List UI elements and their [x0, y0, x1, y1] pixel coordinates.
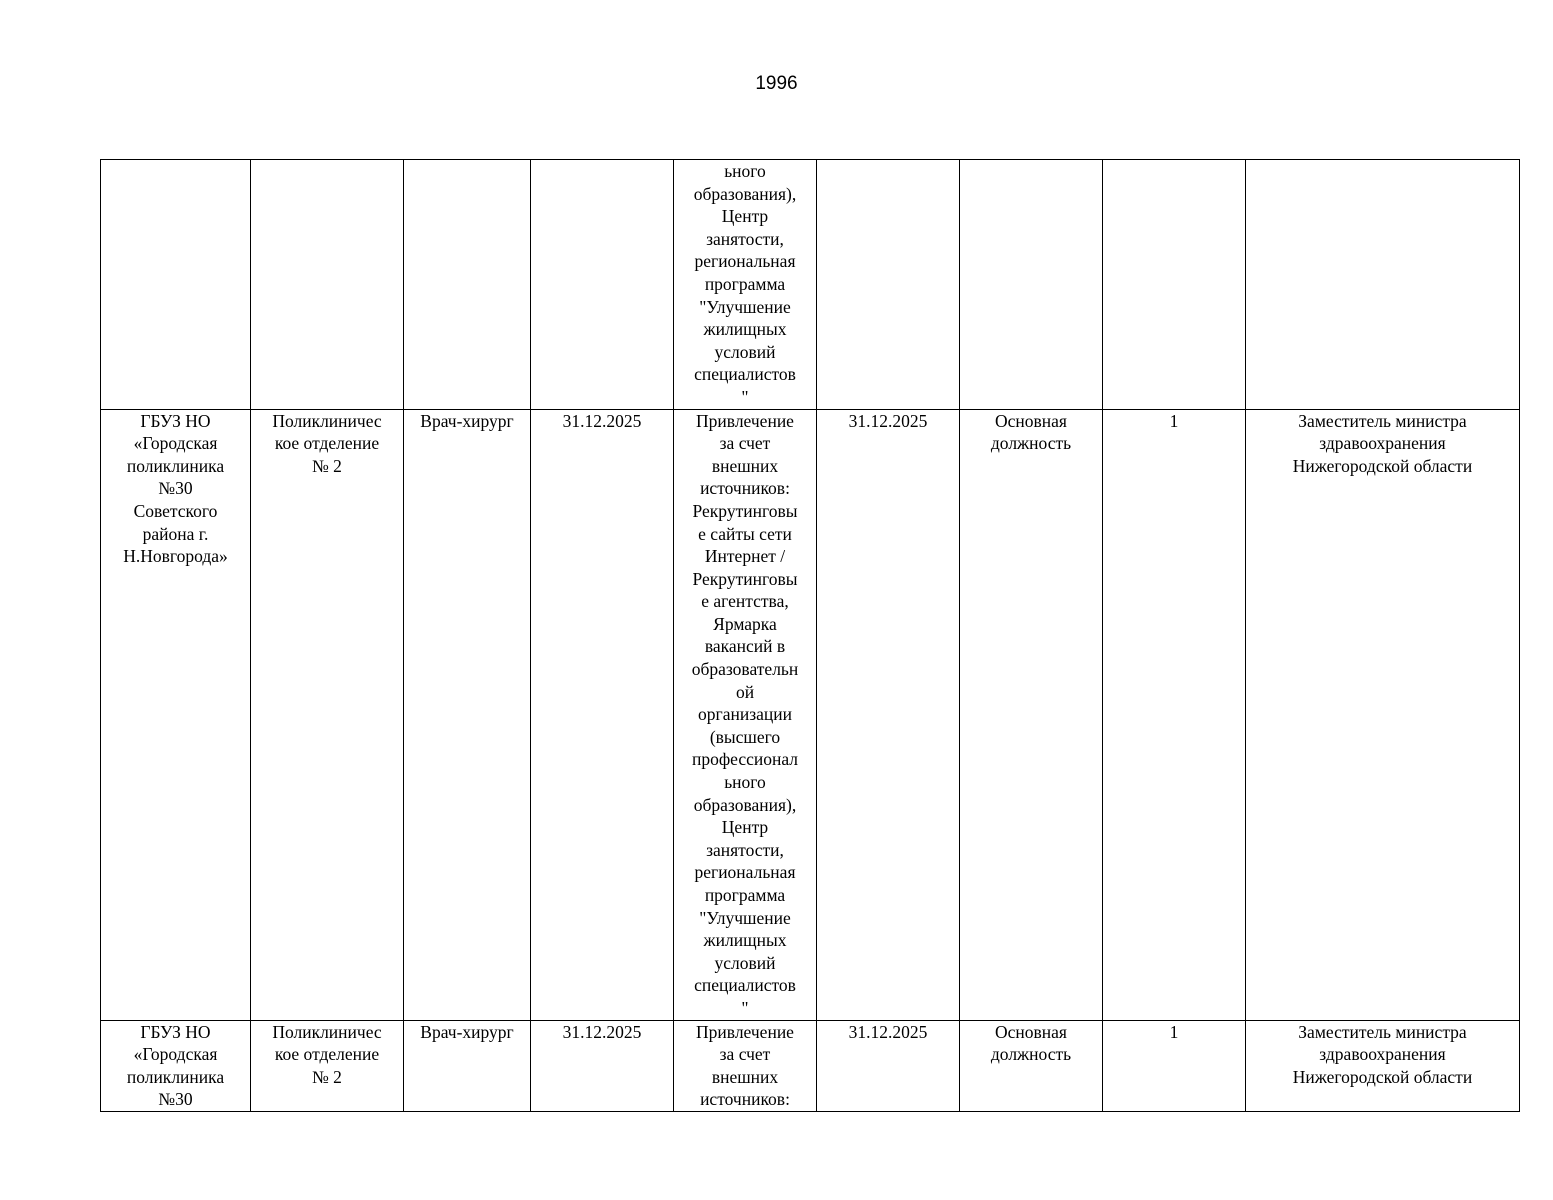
position-cell: [404, 1020, 531, 1111]
text-line: за счет: [719, 433, 771, 454]
text-line: ": [741, 997, 749, 1018]
text-line: Ярмарка: [713, 613, 777, 634]
date-cell: [531, 409, 674, 1020]
responsible-cell: [1246, 409, 1520, 1020]
date-cell: [531, 1020, 674, 1111]
date-cell: [531, 160, 674, 410]
position-type-cell: [960, 409, 1103, 1020]
page-number: 1996: [755, 73, 798, 94]
text-line: за счет: [719, 1044, 771, 1065]
department-cell: [251, 160, 404, 410]
date-cell: [817, 1020, 960, 1111]
department-cell: [251, 1020, 404, 1111]
text-line: Интернет /: [704, 546, 786, 567]
text-line: Рекрутинговы: [692, 568, 798, 589]
table-row: [101, 409, 1520, 1020]
text-line: 31.12.2025: [848, 1021, 928, 1042]
org-cell: [101, 1020, 251, 1111]
text-line: Центр: [721, 206, 769, 227]
text-line: должность: [990, 433, 1072, 454]
text-line: источников:: [700, 1089, 790, 1110]
text-line: Врач-хирург: [420, 410, 514, 431]
text-line: 31.12.2025: [562, 1021, 642, 1042]
text-line: Привлечение: [696, 1021, 794, 1042]
text-line: "Улучшение: [699, 907, 791, 928]
text-line: №30: [158, 1089, 193, 1110]
text-line: 31.12.2025: [562, 410, 642, 431]
text-line: Рекрутинговы: [692, 500, 798, 521]
text-line: условий: [714, 952, 776, 973]
text-line: внешних: [711, 455, 779, 476]
position-type-cell: [960, 160, 1103, 410]
text-line: Основная: [995, 1021, 1067, 1042]
text-line: кое отделение: [274, 1044, 380, 1065]
text-line: 1: [1169, 1021, 1179, 1042]
count-cell: [1103, 409, 1246, 1020]
text-line: здравоохранения: [1319, 433, 1446, 454]
text-line: Врач-хирург: [420, 1021, 514, 1042]
text-line: Советского: [133, 500, 218, 521]
text-line: ГБУЗ НО: [140, 1021, 211, 1042]
position-cell: [404, 409, 531, 1020]
text-line: «Городская: [133, 433, 218, 454]
text-line: программа: [704, 273, 786, 294]
text-line: профессионал: [691, 749, 799, 770]
text-line: занятости,: [706, 228, 784, 249]
text-line: ": [741, 386, 749, 407]
text-line: кое отделение: [274, 433, 380, 454]
position-type-cell: [960, 1020, 1103, 1111]
text-line: е агентства,: [701, 591, 789, 612]
department-cell: [251, 409, 404, 1020]
text-line: района г.: [142, 523, 209, 544]
table-row: [101, 160, 1520, 410]
text-line: №30: [158, 478, 193, 499]
text-line: ьного: [724, 772, 766, 793]
text-line: е сайты сети: [698, 523, 792, 544]
text-line: условий: [714, 341, 776, 362]
responsible-cell: [1246, 160, 1520, 410]
responsible-cell: [1246, 1020, 1520, 1111]
text-line: "Улучшение: [699, 296, 791, 317]
vacancy-table: [100, 159, 1520, 1112]
text-line: поликлиника: [126, 1066, 225, 1087]
table-row: [101, 1020, 1520, 1111]
text-line: «Городская: [133, 1044, 218, 1065]
text-line: организации: [698, 704, 792, 725]
org-cell: [101, 409, 251, 1020]
text-line: Н.Новгорода»: [123, 546, 228, 567]
count-cell: [1103, 1020, 1246, 1111]
text-line: ГБУЗ НО: [140, 410, 211, 431]
text-line: Нижегородской области: [1292, 455, 1473, 476]
method-cell: [674, 1020, 817, 1111]
text-line: здравоохранения: [1319, 1044, 1446, 1065]
text-line: Заместитель министра: [1298, 410, 1467, 431]
text-line: специалистов: [694, 975, 796, 996]
text-line: должность: [990, 1044, 1072, 1065]
text-line: образовательн: [691, 659, 799, 680]
position-cell: [404, 160, 531, 410]
text-line: 1: [1169, 410, 1179, 431]
text-line: вакансий в: [704, 636, 786, 657]
text-line: источников:: [700, 478, 790, 499]
text-line: специалистов: [694, 364, 796, 385]
text-line: поликлиника: [126, 455, 225, 476]
text-line: Привлечение: [696, 410, 794, 431]
text-line: № 2: [312, 455, 342, 476]
date-cell: [817, 409, 960, 1020]
org-cell: [101, 160, 251, 410]
text-line: жилищных: [703, 319, 787, 340]
count-cell: [1103, 160, 1246, 410]
method-cell: [674, 409, 817, 1020]
text-line: Заместитель министра: [1298, 1021, 1467, 1042]
text-line: программа: [704, 885, 786, 905]
text-line: образования),: [693, 183, 797, 204]
text-line: Поликлиничес: [272, 410, 382, 431]
text-line: ьного: [724, 161, 766, 181]
text-line: (высшего: [709, 726, 781, 747]
text-line: Нижегородской области: [1292, 1066, 1473, 1087]
text-line: 31.12.2025: [848, 410, 928, 431]
method-cell: [674, 160, 817, 410]
text-line: региональная: [694, 862, 796, 883]
text-line: ой: [735, 681, 755, 702]
text-line: Основная: [995, 410, 1067, 431]
text-line: образования),: [693, 794, 797, 815]
text-line: региональная: [694, 251, 796, 272]
date-cell: [817, 160, 960, 410]
text-line: Поликлиничес: [272, 1021, 382, 1042]
text-line: № 2: [312, 1066, 342, 1087]
text-line: Центр: [721, 817, 769, 838]
text-line: внешних: [711, 1066, 779, 1087]
text-line: жилищных: [703, 930, 787, 951]
text-line: занятости,: [706, 839, 784, 860]
